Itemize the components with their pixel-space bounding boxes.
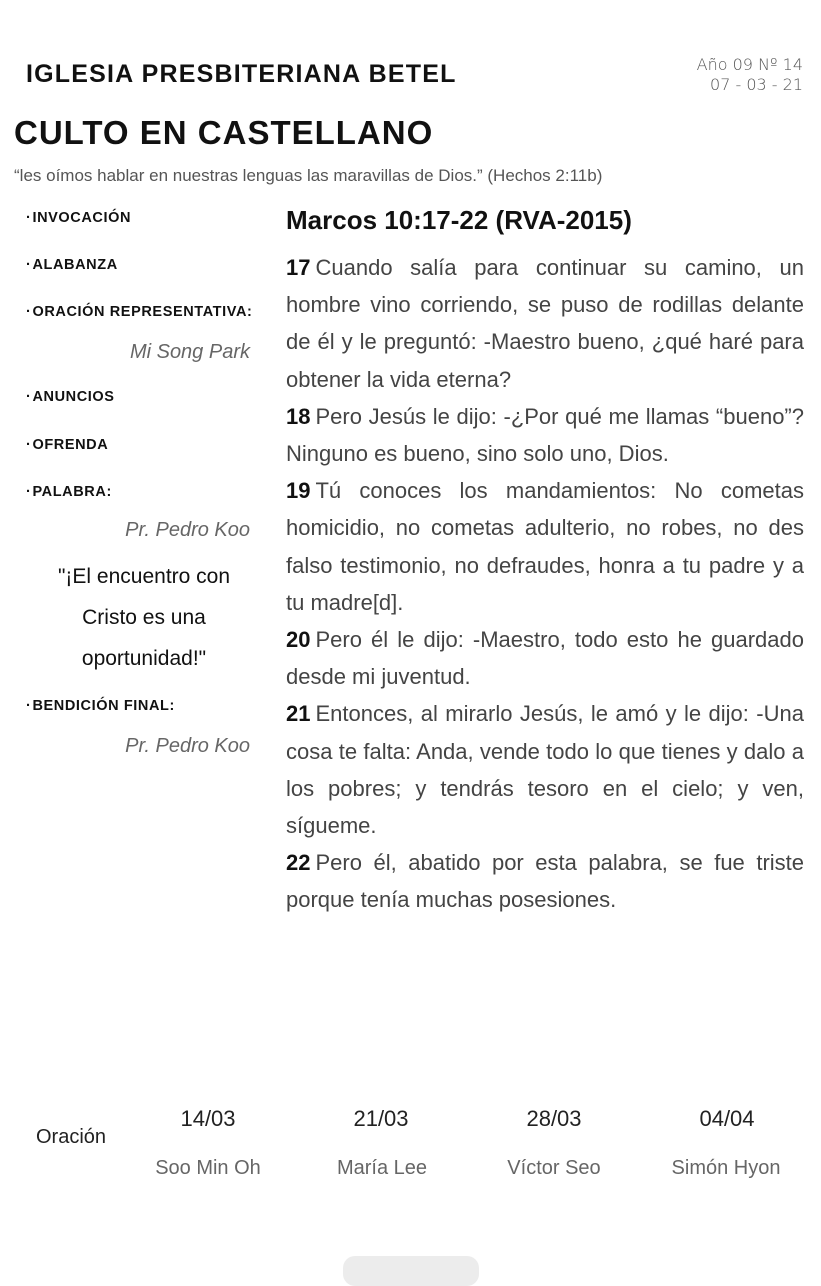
- sermon-title: [20, 556, 268, 679]
- section-invocacion: · INVOCACIÓN: [26, 210, 131, 226]
- verse-text: Pero Jesús le dijo: -¿Por qué me llamas “bueno”? Ninguno es bueno, sino solo uno, Dios.: [286, 403, 804, 467]
- verse-text: Tú conoces los mandamientos: No cometas homicidio, no cometas adulterio, no robes, no des falso testimonio, no defraudes, honra a tu padre y a tu madre[d].: [286, 478, 804, 615]
- verse: [286, 695, 804, 844]
- verse-number: 19: [286, 478, 311, 504]
- section-anuncios: · ANUNCIOS: [26, 389, 115, 405]
- prayer-date: 14/03: [180, 1106, 236, 1131]
- sermon-title-line: "¡El encuentro con: [57, 565, 231, 588]
- verse-number: 17: [286, 255, 311, 280]
- prayer-name: María Lee: [336, 1157, 428, 1179]
- verse-text: Cuando salía para continuar su camino, un hombre vino corriendo, se puso de rodillas delante de él y le preguntó: -Maestro bueno, ¿qué haré para obtener la vida eterna?: [286, 255, 804, 392]
- issue-number: Año 09 Nº 14: [696, 55, 803, 74]
- church-name: IGLESIA PRESBITERIANA BETEL: [26, 60, 457, 88]
- section-oracion: · ORACIÓN REPRESENTATIVA:: [26, 304, 252, 320]
- oracion-leader: Mi Song Park: [129, 341, 250, 363]
- verse-text: Pero él le dijo: -Maestro, todo esto he guardado desde mi juventud.: [286, 627, 804, 690]
- verse: [286, 844, 804, 918]
- verse-number: 20: [286, 627, 311, 653]
- prayer-name: Simón Hyon: [671, 1157, 781, 1179]
- verse-text: Pero él, abatido por esta palabra, se fue triste porque tenía muchas posesiones.: [286, 850, 804, 913]
- section-alabanza: · ALABANZA: [26, 257, 118, 273]
- prayer-date: 28/03: [526, 1106, 582, 1131]
- verse-number: 21: [286, 701, 311, 727]
- section-palabra: · PALABRA:: [26, 484, 112, 500]
- verse-text: Entonces, al mirarlo Jesús, le amó y le dijo: -Una cosa te falta: Anda, vende todo lo que tienes y dalo a los pobres; y tendrás tesoro en el cielo; y ven, sígueme.: [286, 701, 804, 839]
- page-title: CULTO EN CASTELLANO: [14, 114, 434, 151]
- prayer-name: Víctor Seo: [507, 1157, 601, 1179]
- passage-title: Marcos 10:17-22 (RVA-2015): [286, 205, 632, 235]
- home-indicator[interactable]: [343, 1256, 479, 1286]
- bendicion-minister: Pr. Pedro Koo: [125, 735, 250, 757]
- palabra-preacher: Pr. Pedro Koo: [125, 519, 250, 541]
- verse: [286, 249, 804, 398]
- sermon-title-line: Cristo es una: [82, 606, 206, 629]
- passage-text: [286, 249, 804, 919]
- verse-number: 18: [286, 403, 311, 429]
- verse: [286, 621, 804, 695]
- section-ofrenda: · OFRENDA: [26, 437, 108, 453]
- prayer-name: Soo Min Oh: [155, 1157, 261, 1179]
- verse: [286, 398, 804, 472]
- motto: “les oímos hablar en nuestras lenguas las maravillas de Dios.” (Hechos 2:11b): [14, 166, 603, 185]
- verse: [286, 472, 804, 621]
- prayer-label: Oración: [36, 1126, 107, 1148]
- sermon-title-line: oportunidad!": [81, 647, 207, 670]
- issue-info: [697, 55, 803, 95]
- section-bendicion: · BENDICIÓN FINAL:: [26, 698, 175, 714]
- issue-date: 07 - 03 - 21: [710, 75, 803, 94]
- prayer-date: 21/03: [353, 1106, 409, 1131]
- prayer-date: 04/04: [699, 1106, 755, 1131]
- verse-number: 22: [286, 850, 311, 876]
